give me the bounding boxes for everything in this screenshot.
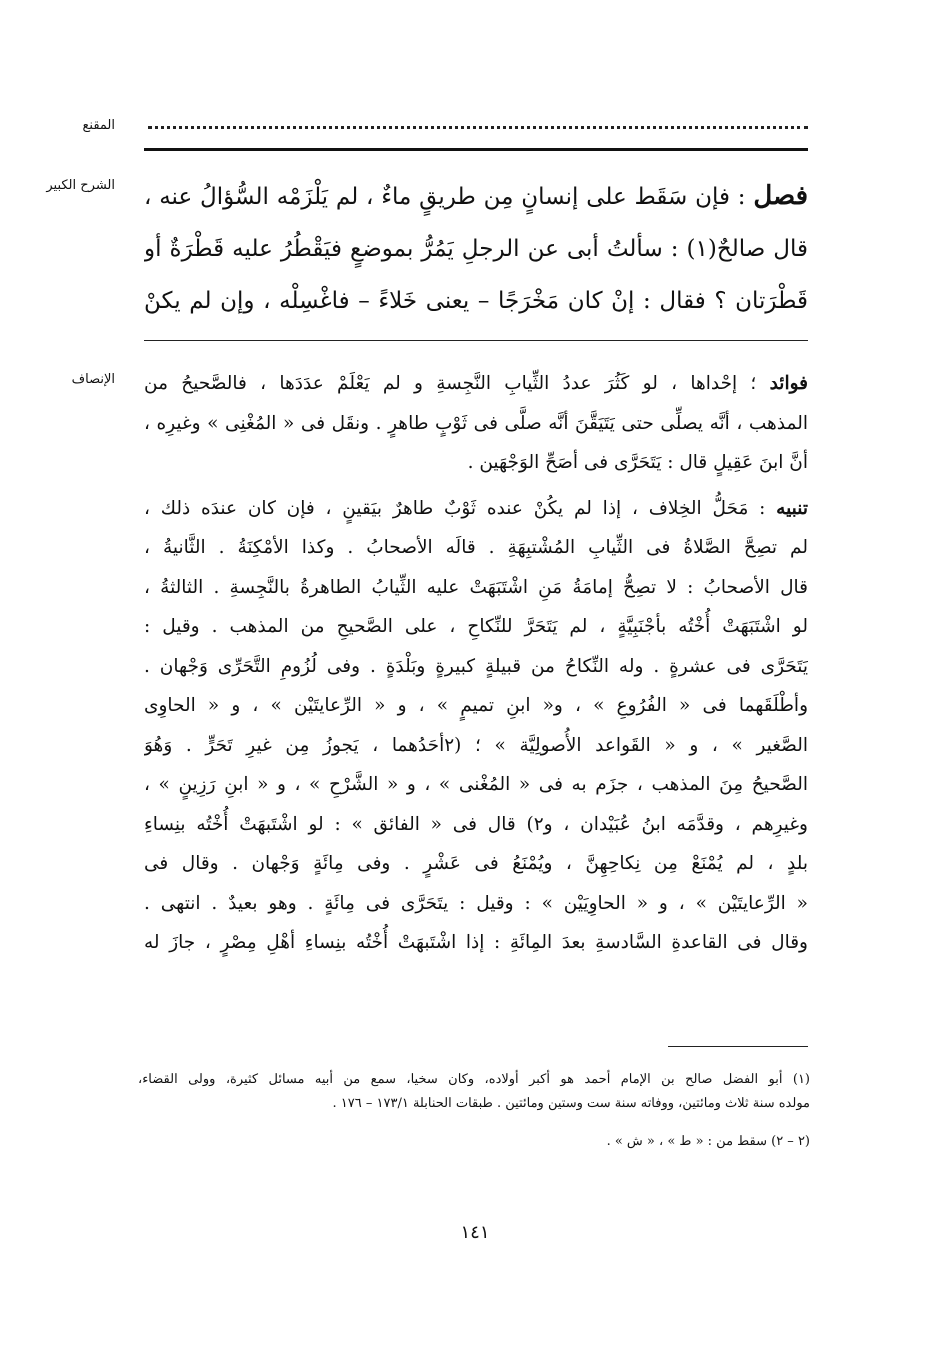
page-number: ١٤١ [460,1222,490,1243]
text-line: وأطْلَقَهما فى « الفُرُوعِ » ، و« ابنِ تميمٍ » ، و « الرِّعايتَيْن » ، و « الحاوِى [144,695,808,716]
margin-label-insaf: الإنصاف [71,372,115,387]
section-heading-fawaid: فوائد [769,373,808,394]
muqni-dotted-line [148,112,808,129]
text-line: المذهب ، أنَّه يصلِّى حتى يَتَيَقَّنَ أنَّه صلَّى فى ثَوْبٍ طاهرٍ . ونقَل فى « المُغْنِى » وغيرِه ، [144,412,808,434]
footnote-divider [668,1046,808,1047]
text-line: الصَّحيحُ مِنَ المذهب ، جزَم به فى « المُغْنى » ، و « الشَّرْحِ » ، و « ابنِ رَزِينٍ » ، [144,774,808,795]
section-divider-thin [144,340,808,341]
text-span: : مَحَلُّ الخِلاف ، إذا لم يكُنْ عنده ثَوْبٌ طاهرٌ بيَقينٍ ، فإن كان عندَه ذلك ، [144,497,777,519]
text-line [144,489,808,529]
sharh-text-block [144,170,808,327]
footnote-1-line: (١) أبو الفضل صالح بن الإمام أحمد هو أكبر أولاده، وكان سخيا، سمع من أبيه مسائل كثيرة، وولى القضاء، [138,1072,810,1087]
text-line: قال الأصحابُ : لا تصِحُّ إمامَةُ مَنِ اشْتَبَهَتْ عليه الثِّيابُ الطاهرةُ بالنَّجِسةِ . الثالثةُ ، [144,576,808,598]
text-line: لو اشْتَبَهَتْ أُخْتُه بأجْنَبِيَّةٍ ، لم يَتَحَرَّ للنِّكاحِ ، على الصَّحيحِ من المذهب . وقيل : [144,616,808,637]
text-line: أنَّ ابنَ عَقِيلٍ قال : يَتَحَرَّى فى أصَحِّ الوَجْهَين . [467,452,808,473]
footnotes [138,1068,810,1154]
margin-label-sharh: الشرح الكبير [46,178,115,193]
section-divider-thick [144,148,808,151]
text-span: : فإن سَقَط على إنسانٍ مِن طريقٍ ماءٌ ، لم يَلْزَمْه السُّؤالُ عنه ، [144,184,754,210]
text-line: وغيرِهم ، وقدَّمَه ابنُ عُبَيْدان ، و٢) قال فى « الفائق » : لو اشْتَبهَتْ أُخْتُه بنِساءِ [144,813,808,835]
text-line: بلدٍ ، لم يُمْنَعْ مِن نِكاحِهِنَّ ، ويُمْنَعُ فى عَشْرٍ . وفى مِائَةٍ وَجْهان . وقال فى [144,853,808,874]
margin-label-muqni: المقنع [82,118,115,133]
text-line [144,364,808,404]
section-heading-tanbih: تنبيه [776,497,808,519]
text-line: قَطْرَتان ؟ فقال : إنْ كان مَخْرَجًا – يعنى خَلاءً – فاغْسِلْه ، وإن لم يكنْ [144,288,808,314]
footnote-2: (٢ – ٢) سقط من : « ط » ، « ش » . [606,1134,810,1149]
text-line: وقال فى القاعدةِ السَّادسةِ بعدَ المِائَةِ : إذا اشْتَبهَتْ أُخْتُه بنِساءِ أهْلِ مِصْرٍ ، جازَ له [144,932,808,953]
text-line [144,170,808,223]
text-line: « الرِّعايتَيْن » ، و « الحاوِيَيْن » : وقيل : يتَحَرَّى فى مِائَةٍ . وهو بعيدٌ . انتهى . [144,892,808,914]
text-line: قال صالحٌ(١) : سألتُ أبى عن الرجلِ يَمُرُّ بموضعٍ فيَقْطُرُ عليه قَطْرَةٌ أو [144,236,808,262]
section-heading-fasl: فصل [753,181,808,211]
text-line: يَتَحَرَّى فى عشرةٍ . وله النِّكاحُ من قبيلةٍ كبيرةٍ وبَلْدَةٍ . وفى لُزُومِ التَّحَرِّى وَجْهان . [144,655,808,677]
text-line: الصَّغير » ، و « القَواعد الأُصولِيَّة » ؛ (٢أحَدُهما ، يَجوزُ مِن غيرِ تَحَرٍّ . وَهُوَ [144,734,808,756]
text-line: لم تصِحَّ الصَّلاةُ فى الثِّيابِ المُشْتبِهَةِ . قالَه الأصحابُ . وكذا الأمْكِنَةُ . الثَّانيةُ ، [144,537,808,558]
insaf-text-block [144,364,808,963]
footnote-1-line: مولده سنة ثلاث ومائتين، ووفاته سنة ست وستين ومائتين . طبقات الحنابلة ١٧٣/١ – ١٧٦ . [332,1096,810,1111]
text-span: ؛ إحْداها ، لو كَثُرَ عددُ الثِّيابِ النَّجِسةِ و لم يَعْلَمْ عدَدَها ، فالصَّحيحُ من [144,373,770,394]
